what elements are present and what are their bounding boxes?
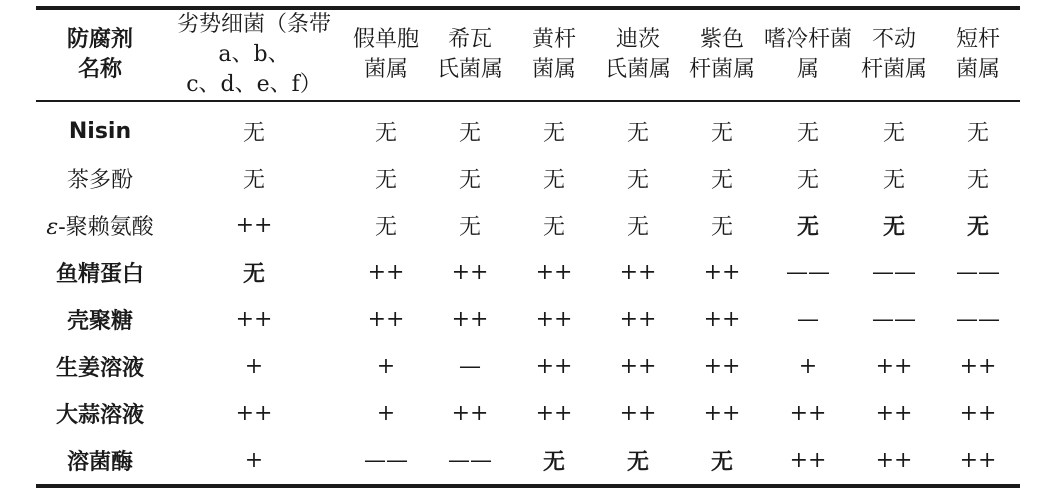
header-agent-line1: 防腐剂 — [66, 27, 133, 52]
table-cell: ++ — [535, 354, 573, 379]
table-cell: —— — [956, 260, 1000, 285]
row-agent-name — [36, 390, 164, 437]
data-table-body — [36, 102, 1020, 484]
table-cell: + — [376, 401, 396, 426]
table-cell: ++ — [959, 401, 997, 426]
table-cell: + — [244, 448, 264, 473]
header-col-1-line1: 劣势细菌（条带a、b、 — [176, 12, 331, 67]
table-cell: — — [459, 354, 481, 379]
table-row — [36, 296, 1020, 343]
table-cell: 无 — [242, 168, 265, 193]
table-row — [36, 202, 1020, 249]
table-cell: 无 — [374, 215, 397, 240]
row-agent-name — [36, 202, 164, 249]
row-agent-name — [36, 249, 164, 296]
table-cell: 无 — [710, 450, 733, 475]
row-agent-name — [36, 296, 164, 343]
data-table — [36, 10, 1020, 100]
table-row — [36, 343, 1020, 390]
header-col-7-line2: 属 — [796, 57, 819, 82]
header-col-8 — [852, 10, 936, 100]
row-agent-name — [36, 343, 164, 390]
table-cell: ++ — [703, 354, 741, 379]
header-col-1-line2: c、d、e、f） — [186, 72, 322, 97]
table-cell: —— — [786, 260, 830, 285]
header-col-8-line2: 杆菌属 — [860, 57, 927, 82]
row-agent-name — [36, 102, 164, 155]
table-cell: ++ — [875, 354, 913, 379]
table-cell: 无 — [796, 168, 819, 193]
agent-label: Nisin — [68, 119, 132, 144]
header-agent — [36, 10, 164, 100]
agent-label: 溶菌酶 — [66, 450, 133, 475]
header-agent-line2: 名称 — [77, 57, 122, 82]
agent-label: 大蒜溶液 — [55, 403, 144, 428]
table-cell: 无 — [626, 121, 649, 146]
header-col-1 — [164, 10, 344, 100]
table-cell: ++ — [703, 401, 741, 426]
header-col-5-line2: 氏菌属 — [604, 57, 671, 82]
table-cell: ++ — [959, 448, 997, 473]
table-cell: 无 — [882, 121, 905, 146]
table-cell: ++ — [367, 307, 405, 332]
table-cell: 无 — [374, 168, 397, 193]
header-col-9 — [936, 10, 1020, 100]
header-col-7-line1: 嗜冷杆菌 — [764, 27, 853, 52]
header-col-2-line1: 假单胞 — [352, 27, 419, 52]
header-col-6-line1: 紫色 — [699, 27, 744, 52]
header-col-8-line1: 不动 — [871, 27, 916, 52]
table-cell: 无 — [242, 262, 265, 287]
table-cell: —— — [364, 448, 408, 473]
table-cell: 无 — [542, 215, 565, 240]
table-cell: ++ — [875, 401, 913, 426]
table-cell: 无 — [458, 215, 481, 240]
header-col-6-line2: 杆菌属 — [688, 57, 755, 82]
table-cell: 无 — [626, 168, 649, 193]
table-cell: 无 — [966, 168, 989, 193]
table-cell: + — [798, 354, 818, 379]
header-col-4-line2: 菌属 — [531, 57, 576, 82]
header-col-3-line1: 希瓦 — [447, 27, 492, 52]
table-cell: — — [797, 307, 819, 332]
table-cell: 无 — [458, 168, 481, 193]
header-col-9-line1: 短杆 — [955, 27, 1000, 52]
bottom-rule — [36, 484, 1020, 488]
table-row — [36, 249, 1020, 296]
header-col-7 — [764, 10, 852, 100]
row-agent-name — [36, 155, 164, 202]
header-col-5-line1: 迪茨 — [615, 27, 660, 52]
table-row — [36, 390, 1020, 437]
table-cell: 无 — [796, 215, 819, 240]
agent-label: 壳聚糖 — [66, 309, 133, 334]
table-cell: ++ — [789, 401, 827, 426]
table-cell: —— — [448, 448, 492, 473]
table-cell: 无 — [458, 121, 481, 146]
table-cell: ++ — [619, 307, 657, 332]
table-cell: ++ — [451, 401, 489, 426]
table-cell: 无 — [374, 121, 397, 146]
table-cell: ++ — [235, 401, 273, 426]
table-cell: —— — [872, 260, 916, 285]
preservative-table — [36, 6, 1020, 488]
table-row — [36, 102, 1020, 155]
table-cell: 无 — [626, 215, 649, 240]
table-cell: + — [376, 354, 396, 379]
table-cell: ++ — [789, 448, 827, 473]
agent-prefix-symbol: ε — [46, 215, 59, 240]
table-cell: ++ — [703, 260, 741, 285]
table-cell: ++ — [235, 307, 273, 332]
table-cell: ++ — [451, 260, 489, 285]
table-cell: + — [244, 354, 264, 379]
table-cell: 无 — [710, 168, 733, 193]
table-cell: 无 — [966, 121, 989, 146]
table-cell: ++ — [619, 260, 657, 285]
header-col-4 — [512, 10, 596, 100]
header-col-4-line1: 黄杆 — [531, 27, 576, 52]
table-cell: ++ — [703, 307, 741, 332]
table-cell: —— — [956, 307, 1000, 332]
header-col-9-line2: 菌属 — [955, 57, 1000, 82]
row-agent-name — [36, 437, 164, 484]
table-cell: 无 — [542, 121, 565, 146]
table-cell: ++ — [875, 448, 913, 473]
table-cell: ++ — [367, 260, 405, 285]
agent-label: -聚赖氨酸 — [58, 215, 154, 240]
table-cell: 无 — [542, 168, 565, 193]
table-cell: ++ — [235, 213, 273, 238]
table-cell: 无 — [626, 450, 649, 475]
header-col-6 — [680, 10, 764, 100]
table-row — [36, 437, 1020, 484]
header-col-2-line2: 菌属 — [363, 57, 408, 82]
table-cell: 无 — [796, 121, 819, 146]
header-row — [36, 10, 1020, 100]
header-col-3 — [428, 10, 512, 100]
table-cell: ++ — [535, 401, 573, 426]
agent-label: 茶多酚 — [66, 168, 133, 193]
table-cell: ++ — [451, 307, 489, 332]
table-cell: 无 — [542, 450, 565, 475]
table-cell: 无 — [882, 215, 905, 240]
table-row — [36, 155, 1020, 202]
table-body — [36, 102, 1020, 484]
table-cell: 无 — [966, 215, 989, 240]
agent-label: 生姜溶液 — [55, 356, 144, 381]
table-cell: 无 — [710, 121, 733, 146]
header-col-3-line2: 氏菌属 — [436, 57, 503, 82]
table-cell: —— — [872, 307, 916, 332]
header-col-5 — [596, 10, 680, 100]
table-cell: 无 — [710, 215, 733, 240]
header-col-2 — [344, 10, 428, 100]
table-cell: 无 — [882, 168, 905, 193]
table-cell: ++ — [535, 260, 573, 285]
table-cell: ++ — [619, 354, 657, 379]
table-cell: ++ — [619, 401, 657, 426]
agent-label: 鱼精蛋白 — [55, 262, 144, 287]
table-cell: ++ — [959, 354, 997, 379]
table-cell: ++ — [535, 307, 573, 332]
table-cell: 无 — [242, 121, 265, 146]
